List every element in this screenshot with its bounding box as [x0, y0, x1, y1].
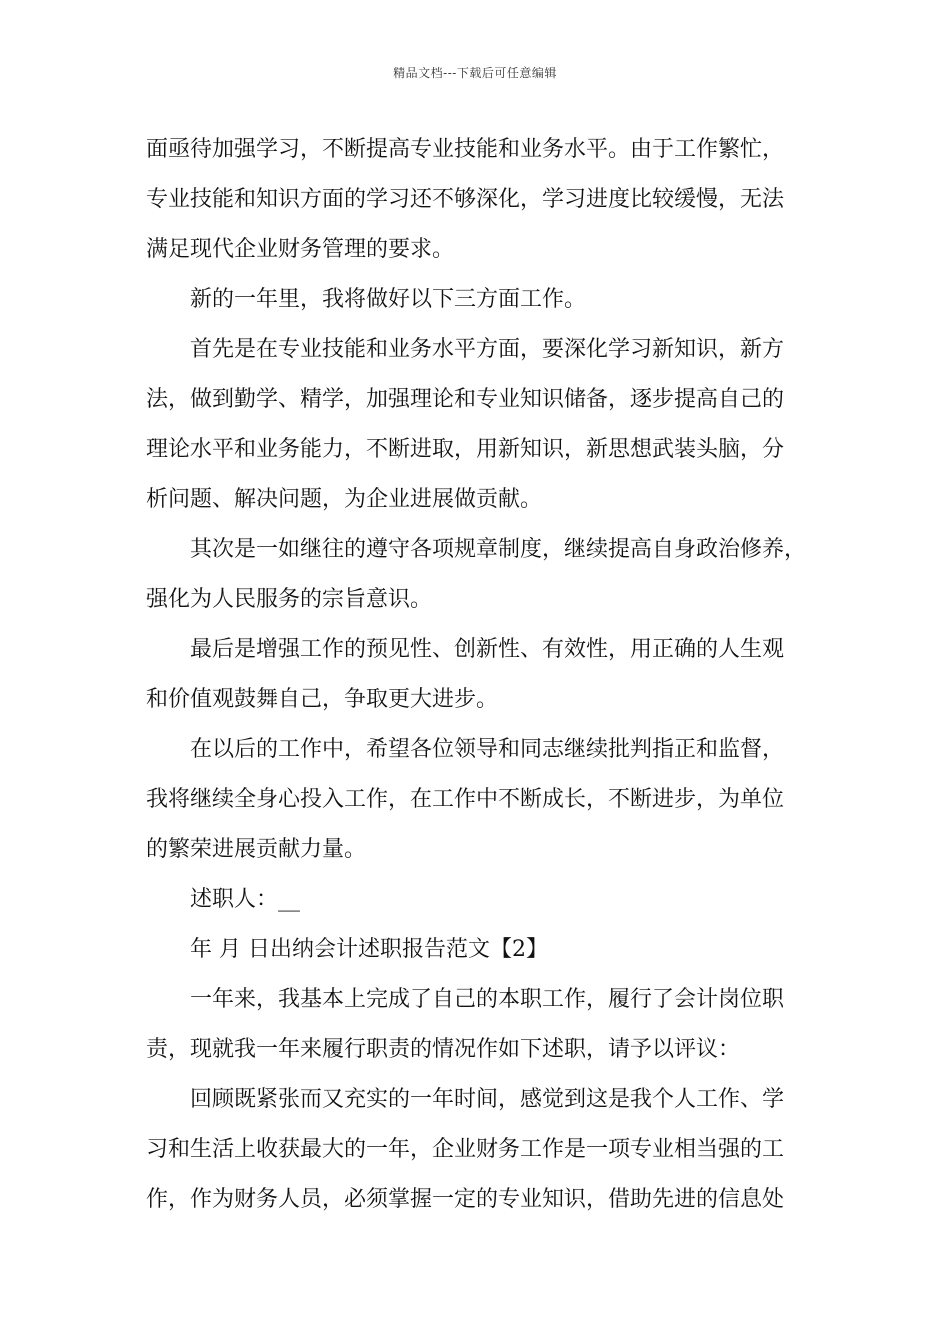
text-line: 其次是一如继往的遵守各项规章制度，继续提高自身政治修养，: [190, 537, 807, 562]
text-line: 在以后的工作中，希望各位领导和同志继续批判指正和监督，: [190, 737, 785, 762]
text-line: 回顾既紧张而又充实的一年时间，感觉到这是我个人工作、学: [190, 1087, 785, 1112]
text-line: 责，现就我一年来履行职责的情况作如下述职，请予以评议：: [146, 1037, 741, 1062]
text-line: 理论水平和业务能力，不断进取，用新知识，新思想武装头脑，分: [146, 437, 785, 462]
text-line: 法，做到勤学、精学，加强理论和专业知识储备，逐步提高自己的: [146, 387, 785, 412]
text-line: 强化为人民服务的宗旨意识。: [146, 587, 433, 612]
page-header: 精品文档---下载后可任意编辑: [393, 66, 557, 80]
text-line: 面亟待加强学习，不断提高专业技能和业务水平。由于工作繁忙，: [146, 137, 785, 162]
text-line: 新的一年里，我将做好以下三方面工作。: [190, 287, 587, 312]
text-line: 满足现代企业财务管理的要求。: [146, 237, 455, 262]
signature-line: 述职人：__: [190, 887, 301, 912]
text-line: 习和生活上收获最大的一年，企业财务工作是一项专业相当强的工: [146, 1137, 785, 1162]
document-body: [146, 125, 810, 1225]
text-line: 我将继续全身心投入工作，在工作中不断成长，不断进步，为单位: [146, 787, 785, 812]
text-line: 和价值观鼓舞自己，争取更大进步。: [146, 687, 499, 712]
text-line: 析问题、解决问题，为企业进展做贡献。: [146, 487, 543, 512]
text-line: 最后是增强工作的预见性、创新性、有效性，用正确的人生观: [190, 637, 785, 662]
text-line: 的繁荣进展贡献力量。: [146, 837, 367, 862]
text-line: 首先是在专业技能和业务水平方面，要深化学习新知识，新方: [190, 337, 785, 362]
section-title: 年 月 日出纳会计述职报告范文【2】: [190, 937, 548, 962]
text-line: 作，作为财务人员，必须掌握一定的专业知识，借助先进的信息处: [146, 1187, 785, 1212]
text-line: 专业技能和知识方面的学习还不够深化，学习进度比较缓慢，无法: [146, 187, 785, 212]
text-line: 一年来，我基本上完成了自己的本职工作，履行了会计岗位职: [190, 987, 785, 1012]
